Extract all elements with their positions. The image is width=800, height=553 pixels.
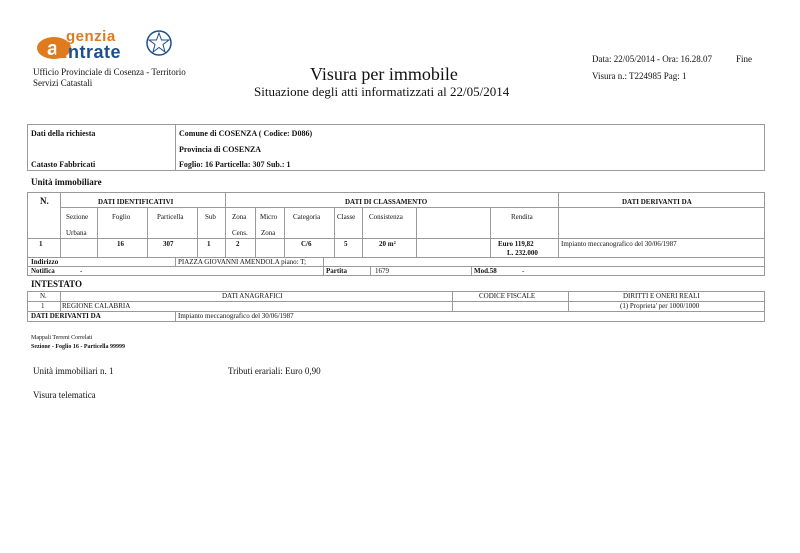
intestato-section-title: INTESTATO (31, 279, 83, 289)
sub-foglio: Foglio (112, 213, 131, 221)
intestato-col-anagrafici: DATI ANAGRAFICI (222, 292, 283, 300)
partita-label: Partita (326, 267, 347, 275)
row-rendita-euro: Euro 119,82 (498, 240, 534, 248)
group-dati-identificativi: DATI IDENTIFICATIVI (98, 198, 174, 206)
end-marker: Fine (736, 54, 753, 64)
row-categoria: C/6 (301, 240, 312, 248)
page-subtitle: Situazione degli atti informatizzati al 22/05/2014 (254, 84, 510, 99)
sub-sezione: Sezione (66, 213, 89, 221)
indirizzo-value: PIAZZA GIOVANNI AMENDOLA piano: T; (178, 258, 307, 266)
group-dati-classamento: DATI DI CLASSAMENTO (345, 198, 428, 206)
request-provincia: Provincia di COSENZA (179, 145, 262, 154)
row-n: 1 (39, 240, 43, 248)
intestato-deriv-value: Impianto meccanografico del 30/06/1987 (178, 312, 294, 320)
unita-count: Unità immobiliari n. 1 (33, 366, 114, 376)
mappali-title: Mappali Terreni Correlati (31, 335, 93, 341)
intestato-col-n: N. (40, 292, 47, 300)
sub-particella: Particella (157, 213, 184, 221)
mappali-reference: Sezione - Foglio 16 - Particella 99999 (31, 344, 125, 350)
indirizzo-label: Indirizzo (31, 258, 59, 266)
italian-republic-emblem-icon (144, 28, 174, 58)
print-date-time: Data: 22/05/2014 - Ora: 16.28.07 (592, 54, 712, 64)
sub-micro: Micro (260, 213, 278, 221)
unita-section-title: Unità immobiliare (31, 177, 102, 187)
logo-e-letter: E (55, 42, 68, 62)
tributi-erariali: Tributi erariali: Euro 0,90 (228, 366, 321, 376)
row-consistenza: 20 m² (379, 240, 396, 248)
sub-rendita: Rendita (511, 213, 533, 221)
intestato-col-diritti: DIRITTI E ONERI REALI (623, 292, 700, 300)
row-classe: 5 (344, 240, 348, 248)
sub-zona: Zona (232, 213, 247, 221)
intestato-deriv-label: DATI DERIVANTI DA (31, 312, 101, 320)
intestato-col-cf: CODICE FISCALE (479, 292, 536, 300)
mod58-value: - (522, 267, 525, 275)
sub-sub: Sub (205, 213, 216, 221)
catasto-label: Catasto Fabbricati (31, 160, 96, 169)
office-service: Servizi Catastali (33, 78, 93, 88)
request-foglio: Foglio: 16 Particella: 307 Sub.: 1 (179, 160, 291, 169)
request-comune: Comune di COSENZA ( Codice: D086) (179, 129, 313, 138)
notifica-value: - (80, 267, 83, 275)
col-n: N. (40, 196, 49, 206)
sub-classe: Classe (337, 213, 356, 221)
notifica-label: Notifica (31, 267, 55, 275)
row-derivanti: Impianto meccanografico del 30/06/1987 (561, 240, 677, 248)
logo-text-entrate: ntrate (68, 42, 122, 62)
row-particella: 307 (163, 240, 174, 248)
intestato-row-diritti: (1) Proprieta' per 1000/1000 (620, 302, 700, 310)
group-dati-derivanti: DATI DERIVANTI DA (622, 198, 692, 206)
sub-cens: Cens. (232, 229, 248, 237)
sub-consistenza: Consistenza (369, 213, 403, 221)
request-label: Dati della richiesta (31, 129, 96, 138)
svg-text:a: a (47, 38, 59, 60)
row-rendita-lire: L. 232.000 (507, 249, 538, 257)
sub-micro-zona: Zona (261, 229, 276, 237)
row-zona: 2 (236, 240, 240, 248)
partita-value: 1679 (375, 267, 389, 275)
sub-urbana: Urbana (66, 229, 87, 237)
page-title: Visura per immobile (310, 64, 458, 84)
visura-telematica: Visura telematica (33, 390, 96, 400)
sub-categoria: Categoria (293, 213, 321, 221)
visura-number: Visura n.: T224985 Pag: 1 (592, 71, 687, 81)
row-foglio: 16 (117, 240, 124, 248)
intestato-row-name: REGIONE CALABRIA (62, 302, 131, 310)
intestato-row-n: 1 (41, 302, 45, 310)
office-name: Ufficio Provinciale di Cosenza - Territorio (33, 67, 186, 77)
logo-text-agenzia: genzia (66, 28, 116, 45)
mod58-label: Mod.58 (474, 267, 497, 275)
row-sub: 1 (207, 240, 211, 248)
